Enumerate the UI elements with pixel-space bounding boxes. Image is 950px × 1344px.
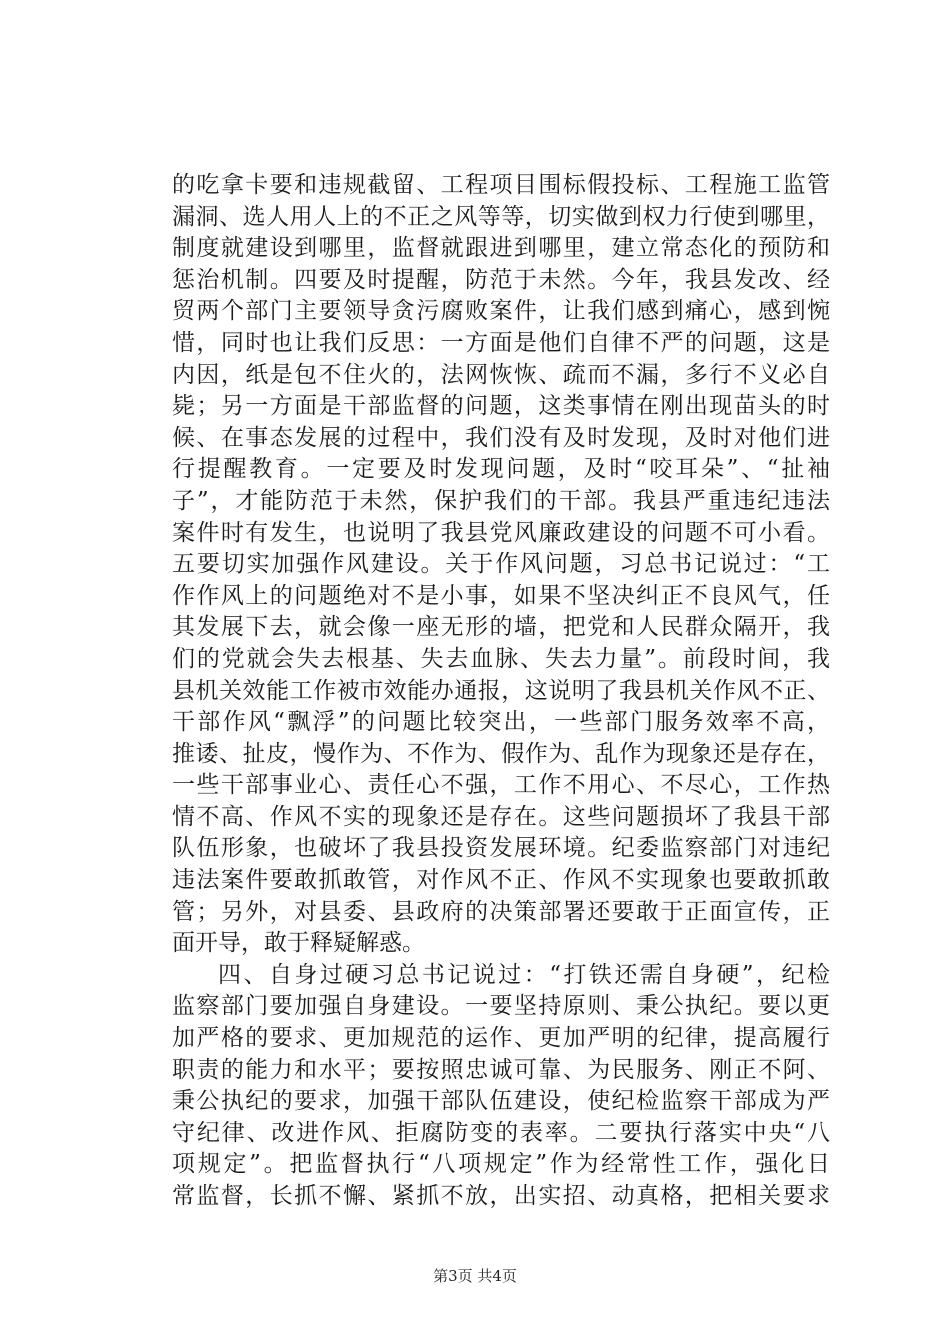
- text-line: 惜，同时也让我们反思：一方面是他们自律不严的问题，这是: [172, 329, 830, 356]
- text-line: 干部作风“飘浮”的问题比较突出，一些部门服务效率不高，: [172, 709, 830, 736]
- text-line: 监察部门要加强自身建设。一要坚持原则、秉公执纪。要以更: [172, 993, 830, 1020]
- text-line: 作作风上的问题绝对不是小事，如果不坚决纠正不良风气，任: [172, 582, 830, 609]
- text-line: 候、在事态发展的过程中，我们没有及时发现，及时对他们进: [172, 424, 830, 451]
- text-line: 贸两个部门主要领导贪污腐败案件，让我们感到痛心，感到惋: [172, 298, 830, 325]
- text-line: 推诿、扯皮，慢作为、不作为、假作为、乱作为现象还是存在，: [172, 740, 830, 767]
- text-line: 制度就建设到哪里，监督就跟进到哪里，建立常态化的预防和: [172, 235, 830, 262]
- text-line: 项规定”。把监督执行“八项规定”作为经常性工作，强化日: [172, 1151, 830, 1178]
- text-line: 面开导，敢于释疑解惑。: [172, 930, 425, 957]
- text-line: 漏洞、选人用人上的不正之风等等，切实做到权力行使到哪里，: [172, 203, 830, 230]
- text-line: 案件时有发生，也说明了我县党风廉政建设的问题不可小看。: [172, 519, 830, 546]
- document-body: [172, 170, 830, 1213]
- text-line: 队伍形象，也破坏了我县投资发展环境。纪委监察部门对违纪: [172, 835, 830, 862]
- page-number-footer: 第3页 共4页: [433, 1267, 517, 1285]
- text-line: 违法案件要敢抓敢管，对作风不正、作风不实现象也要敢抓敢: [172, 867, 830, 894]
- text-line: 的吃拿卡要和违规截留、工程项目围标假投标、工程施工监管: [172, 172, 830, 198]
- text-line: 情不高、作风不实的现象还是存在。这些问题损坏了我县干部: [172, 803, 830, 830]
- text-line: 们的党就会失去根基、失去血脉、失去力量”。前段时间，我: [172, 645, 830, 672]
- text-line: 守纪律、改进作风、拒腐防变的表率。二要执行落实中央“八: [172, 1119, 830, 1146]
- text-line: 加严格的要求、更加规范的运作、更加严明的纪律，提高履行: [172, 1025, 830, 1052]
- text-line: 五要切实加强作风建设。关于作风问题，习总书记说过：“工: [172, 551, 830, 578]
- text-line: 常监督，长抓不懈、紧抓不放，出实招、动真格，把相关要求: [172, 1183, 830, 1209]
- paragraph-2: [172, 960, 830, 1213]
- text-line: 秉公执纪的要求，加强干部队伍建设，使纪检监察干部成为严: [172, 1088, 830, 1115]
- text-line: 惩治机制。四要及时提醒，防范于未然。今年，我县发改、经: [172, 266, 830, 293]
- text-line: 其发展下去，就会像一座无形的墙，把党和人民群众隔开，我: [172, 614, 830, 641]
- text-line: 子”，才能防范于未然，保护我们的干部。我县严重违纪违法: [172, 487, 830, 514]
- text-line: 管；另外，对县委、县政府的决策部署还要敢于正面宣传，正: [172, 898, 830, 925]
- text-line: 内因，纸是包不住火的，法网恢恢、疏而不漏，多行不义必自: [172, 361, 830, 388]
- text-line: 一些干部事业心、责任心不强，工作不用心、不尽心，工作热: [172, 772, 830, 799]
- paragraph-1: [172, 170, 830, 960]
- text-line: 四、自身过硬习总书记说过：“打铁还需自身硬”，纪检: [218, 961, 830, 988]
- text-line: 行提醒教育。一定要及时发现问题，及时“咬耳朵”、“扯袖: [172, 456, 830, 483]
- text-line: 县机关效能工作被市效能办通报，这说明了我县机关作风不正、: [172, 677, 830, 704]
- text-line: 职责的能力和水平；要按照忠诚可靠、为民服务、刚正不阿、: [172, 1056, 830, 1083]
- text-line: 毙；另一方面是干部监督的问题，这类事情在刚出现苗头的时: [172, 393, 830, 420]
